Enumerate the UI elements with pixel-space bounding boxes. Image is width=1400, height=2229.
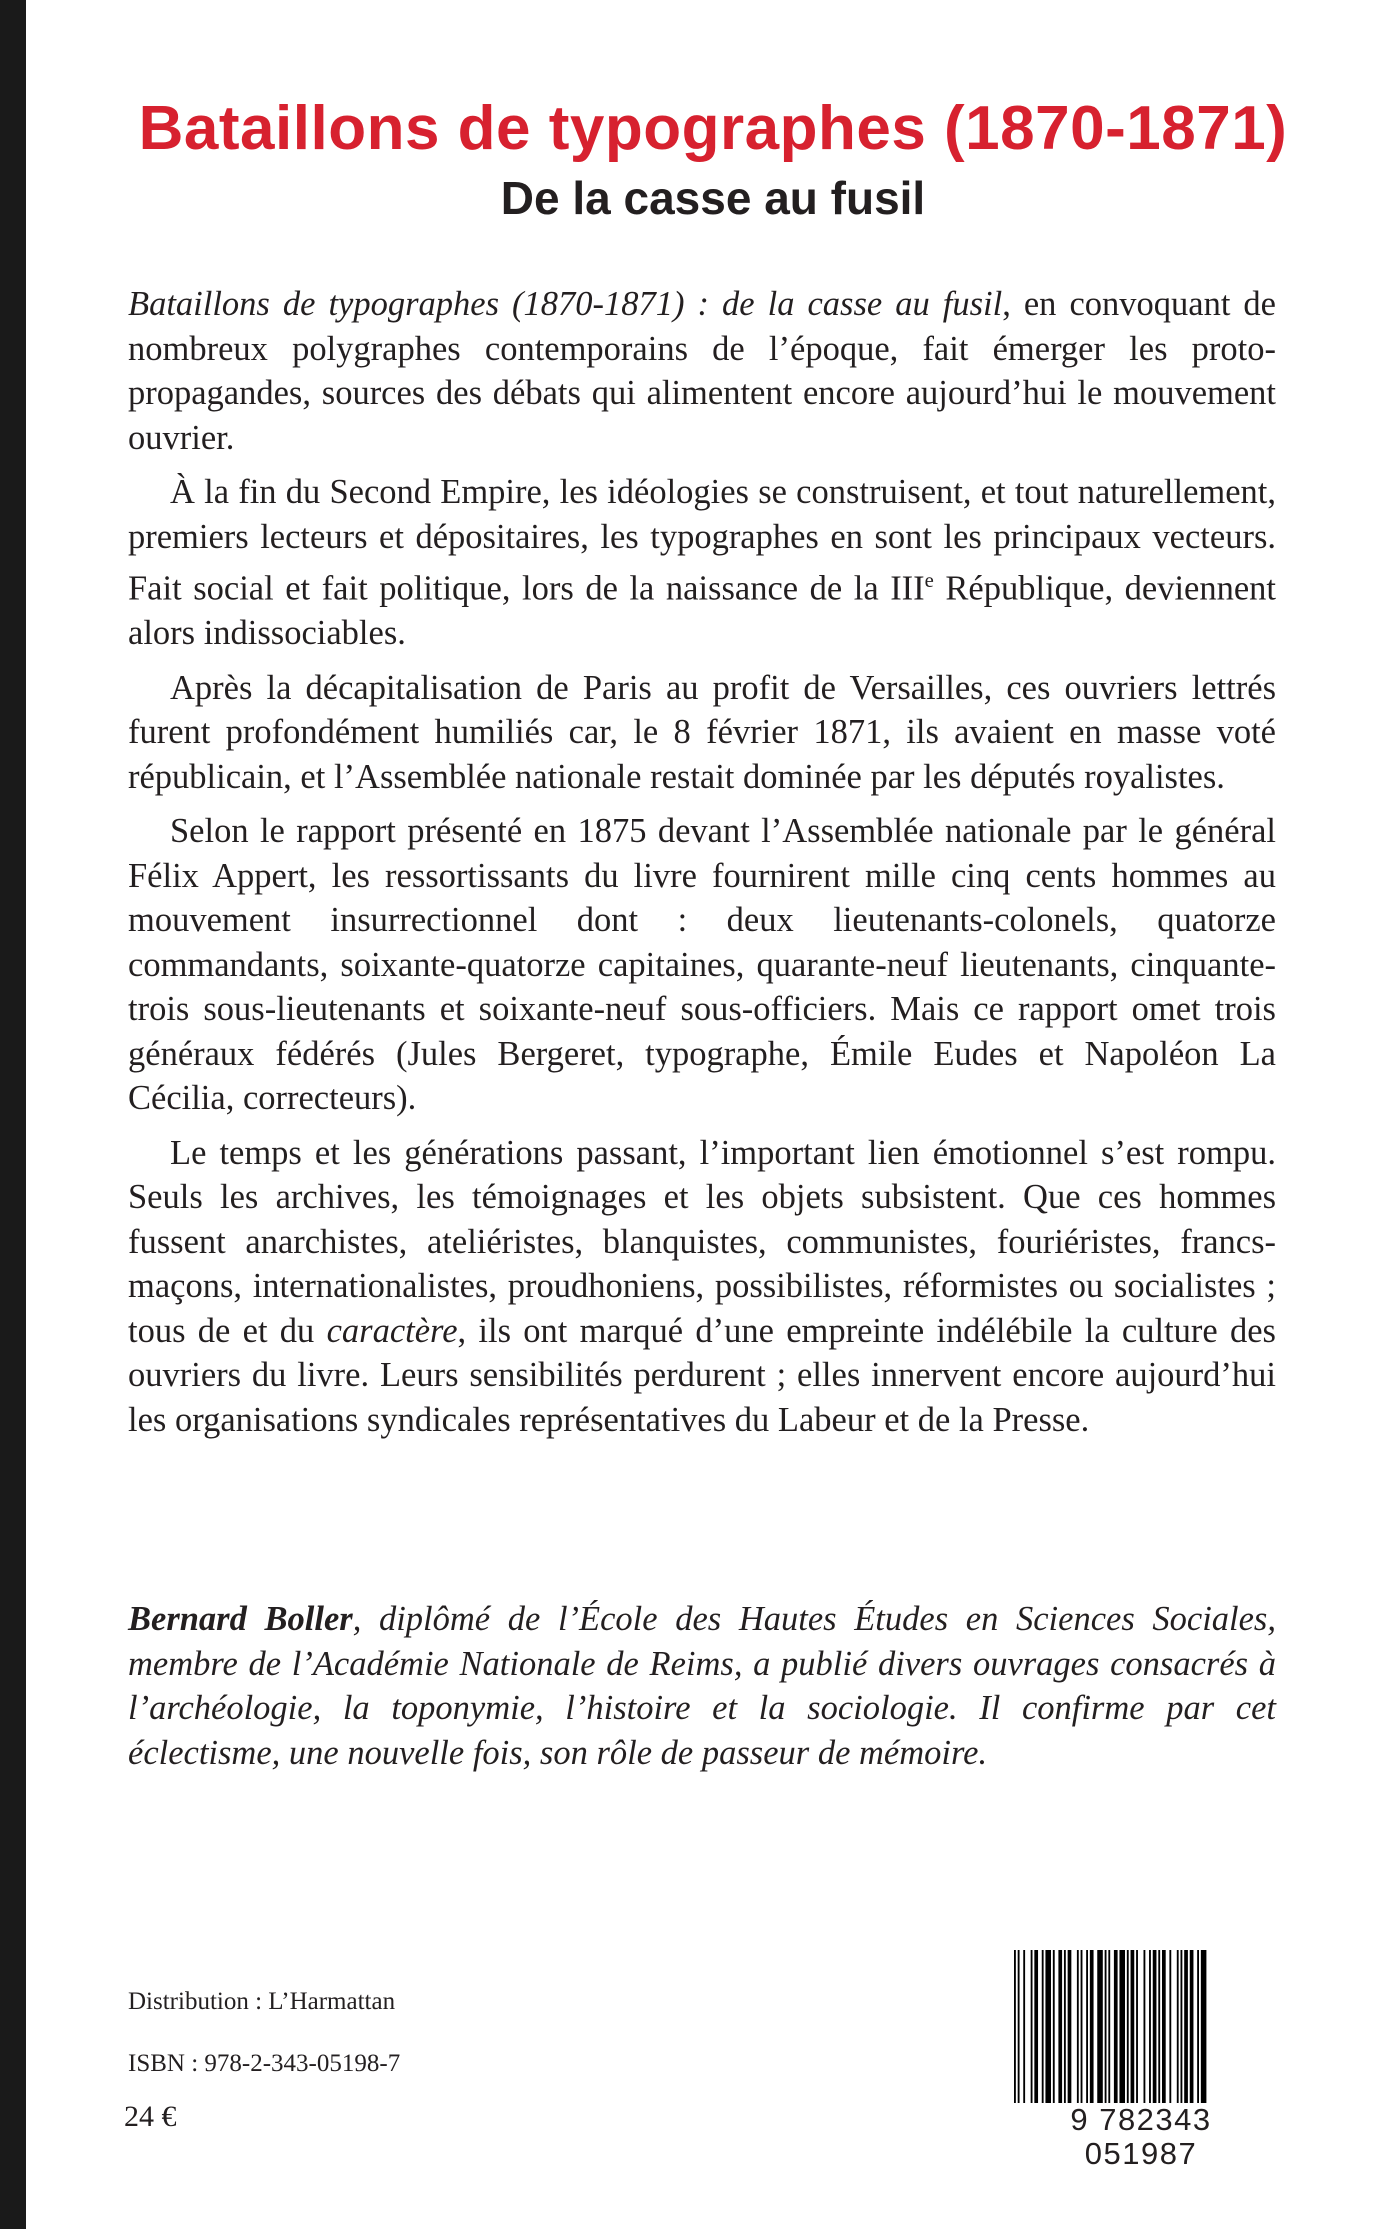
blurb-p2-superscript: e bbox=[924, 570, 934, 592]
blurb-p2-text-end: République, deviennent alors indissociables. bbox=[128, 569, 1276, 652]
price-label: 24 € bbox=[124, 2100, 177, 2133]
distribution-note: Distribution : L’Harmattan bbox=[128, 1988, 396, 2015]
blurb-title-italic: Bataillons de typographes (1870-1871) : de la casse au fusil bbox=[128, 285, 1003, 323]
blurb-p1-text: , en convoquant de nombreux polygraphes contemporains de l’époque, fait émerger les proto-propagandes, sources des débats qui alimentent encore aujourd’hui le mouvement ouvrier. bbox=[128, 285, 1276, 457]
author-bio bbox=[128, 1597, 1276, 1775]
blurb-paragraph-2 bbox=[128, 470, 1276, 656]
blurb-paragraph-4: Selon le rapport présenté en 1875 devant l’Assemblée nationale par le général Félix Appert, les ressortissants du livre fournirent mille cinq cents hommes au mouvement insurrectionnel dont : deux lieutenants-colonels, quatorze commandants, soixante-quatorze capitaines, quarante-neuf lieutenants, cinquante-trois sous-lieutenants et soixante-neuf sous-officiers. Mais ce rapport omet trois généraux fédérés (Jules Bergeret, typographe, Émile Eudes et Napoléon La Cécilia, correcteurs). bbox=[128, 812, 1276, 1117]
blurb-paragraph-3: Après la décapitalisation de Paris au profit de Versailles, ces ouvriers lettrés furent profondément humiliés car, le 8 février 1871, ils avaient en masse voté républicain, et l’Assemblée nationale restait dominée par les députés royalistes. bbox=[128, 668, 1276, 796]
isbn-barcode bbox=[1010, 1950, 1272, 2171]
cover-spine-edge bbox=[0, 0, 26, 2229]
barcode-digits: 9 782343 051987 bbox=[1010, 2103, 1272, 2171]
book-subtitle: De la casse au fusil bbox=[500, 172, 926, 224]
blurb-paragraph-5 bbox=[128, 1131, 1276, 1443]
back-cover-blurb bbox=[128, 282, 1276, 1452]
author-bio-text: , diplômé de l’École des Hautes Études en Sciences Sociales, membre de l’Académie Nationale de Reims, a publié divers ouvrages consacrés à l’archéologie, la toponymie, l’histoire et la sociologie. Il confirme par cet éclectisme, une nouvelle fois, son rôle de passeur de mémoire. bbox=[128, 1600, 1276, 1772]
book-title: Bataillons de typographes (1870-1871) bbox=[138, 94, 1288, 163]
barcode-bars bbox=[1010, 1950, 1272, 2110]
blurb-p5-text-end: , ils ont marqué d’une empreinte indélébile la culture des ouvriers du livre. Leurs sensibilités perdurent ; elles innervent encore aujourd’hui les organisations syndicales représentatives du Labeur et de la Presse. bbox=[128, 1311, 1276, 1439]
blurb-p2-text: À la fin du Second Empire, les idéologies se construisent, et tout naturellement, premiers lecteurs et dépositaires, les typographes en sont les principaux vecteurs. Fait social et fait politique, lors de la naissance de la III bbox=[128, 473, 1276, 608]
blurb-p5-italic: caractère bbox=[326, 1311, 458, 1350]
author-name: Bernard Boller bbox=[128, 1600, 353, 1638]
isbn-number: ISBN : 978-2-343-05198-7 bbox=[128, 2050, 401, 2077]
blurb-p5-text: Le temps et les générations passant, l’important lien émotionnel s’est rompu. Seuls les archives, les témoignages et les objets subsistent. Que ces hommes fussent anarchistes, ateliéristes, blanquistes, communistes, fouriéristes, francs-maçons, internationalistes, proudhoniens, possibilistes, réformistes ou socialistes ; tous de et du bbox=[128, 1133, 1276, 1350]
blurb-paragraph-1 bbox=[128, 282, 1276, 460]
